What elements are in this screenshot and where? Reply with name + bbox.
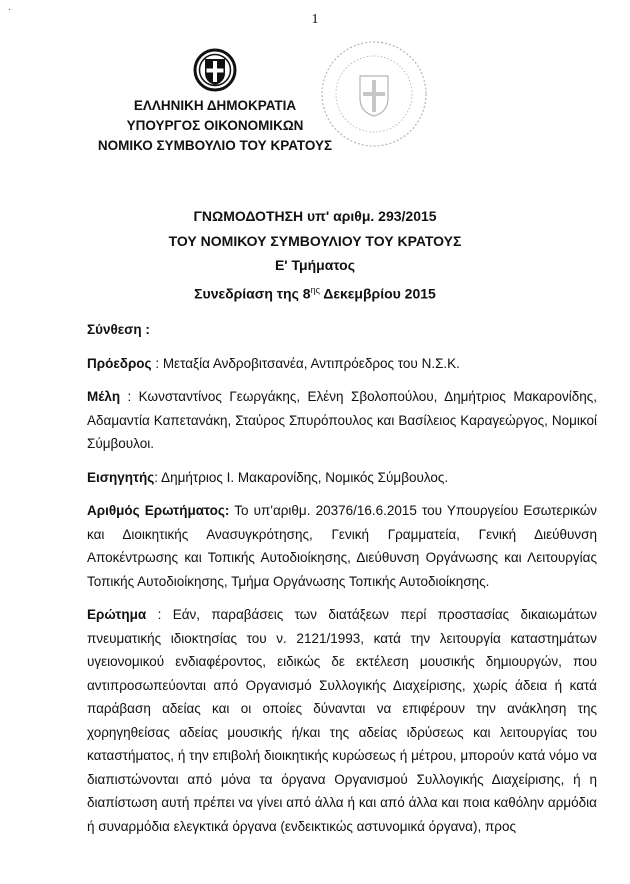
header-line-3: ΝΟΜΙΚΟ ΣΥΜΒΟΥΛΙΟ ΤΟΥ ΚΡΑΤΟΥΣ [97, 138, 333, 153]
session-date-ordinal: ης [310, 284, 320, 295]
session-date-suffix: Δεκεμβρίου 2015 [319, 285, 436, 302]
opinion-number: ΓΝΩΜΟΔΟΤΗΣΗ υπ' αριθμ. 293/2015 [193, 208, 437, 224]
composition-heading [87, 318, 597, 342]
president-text: : Μεταξία Ανδροβιτσανέα, Αντιπρόεδρος του Ν.Σ.Κ. [151, 355, 460, 371]
query-number-label: Αριθμός Ερωτήματος: [87, 503, 230, 518]
members-label: Μέλη [87, 389, 121, 404]
header-line-2: ΥΠΟΥΡΓΟΣ ΟΙΚΟΝΟΜΙΚΩΝ [126, 118, 304, 133]
members-text: : Κωνσταντίνος Γεωργάκης, Ελένη Σβολοπούλου, Δημήτριος Μακαρονίδης, Αδαμαντία Καπετανάκη, Σταύρος Σπυρόπουλος και Βασίλειος Καραγεώργος, Νομικοί Σύμβουλοι. [87, 389, 597, 451]
coat-of-arms-icon [193, 48, 237, 92]
composition-label: Σύνθεση : [87, 322, 150, 337]
session-date-prefix: Συνεδρίαση της 8 [194, 285, 311, 302]
rapporteur-text: : Δημήτριος Ι. Μακαρονίδης, Νομικός Σύμβουλος. [154, 469, 449, 485]
opinion-title [0, 204, 630, 306]
opinion-council: ΤΟΥ ΝΟΜΙΚΟΥ ΣΥΜΒΟΥΛΙΟΥ ΤΟΥ ΚΡΑΤΟΥΣ [168, 232, 462, 249]
question-paragraph [87, 603, 597, 838]
rapporteur-label: Εισηγητής [87, 469, 155, 485]
page-number: 1 [311, 12, 319, 27]
rapporteur-paragraph [87, 466, 597, 490]
president-label: Πρόεδρος [87, 355, 152, 371]
query-number-text: Το υπ'αριθμ. 20376/16.6.2015 του Υπουργείου Εσωτερικών και Διοικητικής Ανασυγκρότησης, Γενική Γραμματεία, Γενική Διεύθυνση Αποκέντρωσης και Τοπικής Αυτοδιοίκησης, Διεύθυνση Οργάνωσης και Λειτουργίας Τοπικής Αυτοδιοίκησης, Τμήμα Οργάνωσης Τοπικής Αυτοδιοίκησης. [87, 503, 597, 589]
members-paragraph [87, 385, 597, 456]
scan-mark: · [8, 4, 12, 15]
query-number-paragraph [87, 499, 597, 593]
question-text: : Εάν, παραβάσεις των διατάξεων περί προστασίας δικαιωμάτων πνευματικής ιδιοκτησίας του ν. 2121/1993, κατά την λειτουργία καταστημάτων υγειονομικού ενδιαφέροντος, ειδικώς δε εκτέλεση μουσικής δημιουργών, που αντιπροσωπεύονται από Οργανισμό Συλλογικής Διαχείρισης, χωρίς άδεια ή κατά παράβαση αδείας και οι οποίες δύνανται να επιφέρουν την ανάκληση της χορηγηθείσας αδείας μουσικής ή/και της αδείας ιδρύσεως και λειτουργίας του καταστήματος, ή την επιβολή διοικητικής κυρώσεως ή μέτρου, μπορούν κατά νόμο να διαπιστώνονται από μόνα τα όργανα Οργανισμού Συλλογικής Διαχείρισης, ή η διαπίστωση αυτή πρέπει να γίνει από άλλα ή και από άλλα και ποια καθόλην αρμόδια ή συναρμόδια ελεγκτικά όργανα (ενδεικτικώς αστυνομικά όργανα), προς [87, 607, 597, 834]
issuer-header [60, 96, 370, 156]
header-line-1: ΕΛΛΗΝΙΚΗ ΔΗΜΟΚΡΑΤΙΑ [133, 98, 297, 113]
question-label: Ερώτημα [87, 607, 147, 622]
president-paragraph [87, 352, 597, 376]
opinion-section: Ε' Τμήματος [274, 257, 356, 273]
opinion-session-date [0, 278, 630, 306]
document-body [87, 318, 597, 838]
